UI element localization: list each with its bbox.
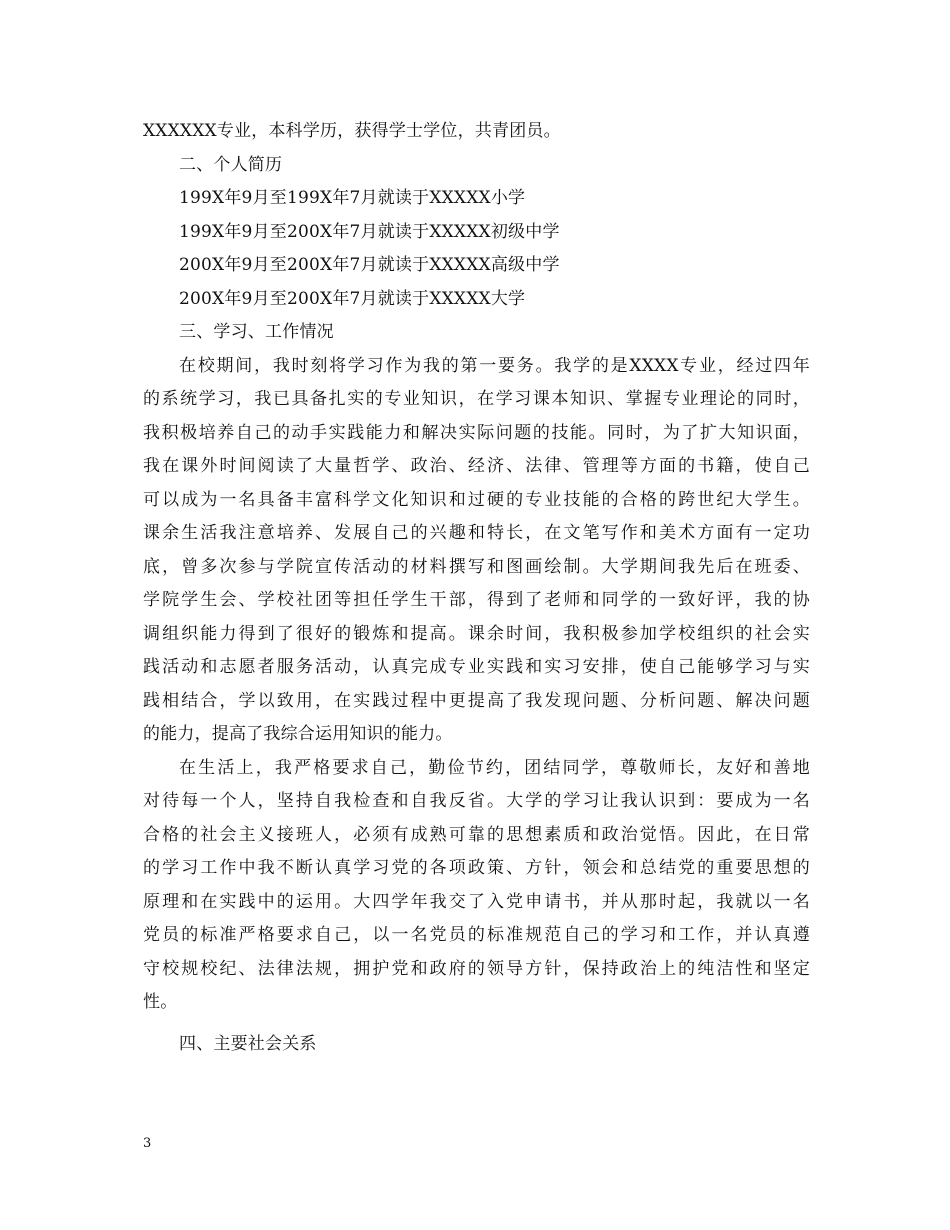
- text-line: 底，曾多次参与学院宣传活动的材料撰写和图画绘制。大学期间我先后在班委、: [143, 556, 810, 577]
- text-line: 原理和在实践中的运用。大四学年我交了入党申请书，并从那时起，我就以一名: [143, 891, 810, 912]
- text-line: 学院学生会、学校社团等担任学生干部，得到了老师和同学的一致好评，我的协: [143, 590, 810, 610]
- text-line: 我积极培养自己的动手实践能力和解决实际问题的技能。同时，为了扩大知识面，: [143, 422, 810, 443]
- text-line: 党员的标准严格要求自己，以一名党员的标准规范自己的学习和工作，并认真遵: [143, 925, 810, 945]
- text-line: 四、主要社会关系: [179, 1033, 317, 1054]
- document-body: [143, 115, 810, 1061]
- text-line: 二、个人简历: [179, 154, 283, 175]
- text-line: 合格的社会主义接班人，必须有成熟可靠的思想素质和政治觉悟。因此，在日常: [143, 824, 810, 845]
- text-line: 199X年9月至200X年7月就读于XXXXX初级中学: [179, 221, 560, 242]
- text-line: XXXXXX专业，本科学历，获得学士学位，共青团员。: [143, 121, 561, 141]
- text-line: 可以成为一名具备丰富科学文化知识和过硬的专业技能的合格的跨世纪大学生。: [143, 489, 810, 510]
- text-line: 在校期间，我时刻将学习作为我的第一要务。我学的是XXXX专业，经过四年: [179, 355, 810, 376]
- text-line: 的学习工作中我不断认真学习党的各项政策、方针，领会和总结党的重要思想的: [143, 858, 810, 878]
- text-line: 在生活上，我严格要求自己，勤俭节约，团结同学，尊敬师长，友好和善地: [179, 757, 810, 778]
- text-line: 的系统学习，我已具备扎实的专业知识，在学习课本知识、掌握专业理论的同时，: [143, 389, 810, 409]
- text-line: 我在课外时间阅读了大量哲学、政治、经济、法律、管理等方面的书籍，使自己: [143, 456, 810, 476]
- text-line: 课余生活我注意培养、发展自己的兴趣和特长，在文笔写作和美术方面有一定功: [143, 523, 810, 543]
- text-line: 守校规校纪、法律法规，拥护党和政府的领导方针，保持政治上的纯洁性和坚定: [143, 958, 810, 979]
- text-line: 200X年9月至200X年7月就读于XXXXX大学: [179, 288, 526, 309]
- text-line: 的能力，提高了我综合运用知识的能力。: [143, 724, 453, 744]
- text-line: 调组织能力得到了很好的锻炼和提高。课余时间，我积极参加学校组织的社会实: [143, 623, 810, 644]
- text-line: 践相结合，学以致用，在实践过程中更提高了我发现问题、分析问题、解决问题: [143, 690, 810, 711]
- text-line: 199X年9月至199X年7月就读于XXXXX小学: [179, 188, 526, 208]
- text-line: 200X年9月至200X年7月就读于XXXXX高级中学: [179, 255, 560, 275]
- text-line: 性。: [143, 992, 178, 1012]
- text-line: 践活动和志愿者服务活动，认真完成专业实践和实习安排，使自己能够学习与实: [143, 657, 810, 677]
- text-line: 三、学习、工作情况: [179, 322, 334, 342]
- text-line: 对待每一个人，坚持自我检查和自我反省。大学的学习让我认识到：要成为一名: [143, 791, 810, 811]
- page-number: 3: [143, 1136, 152, 1151]
